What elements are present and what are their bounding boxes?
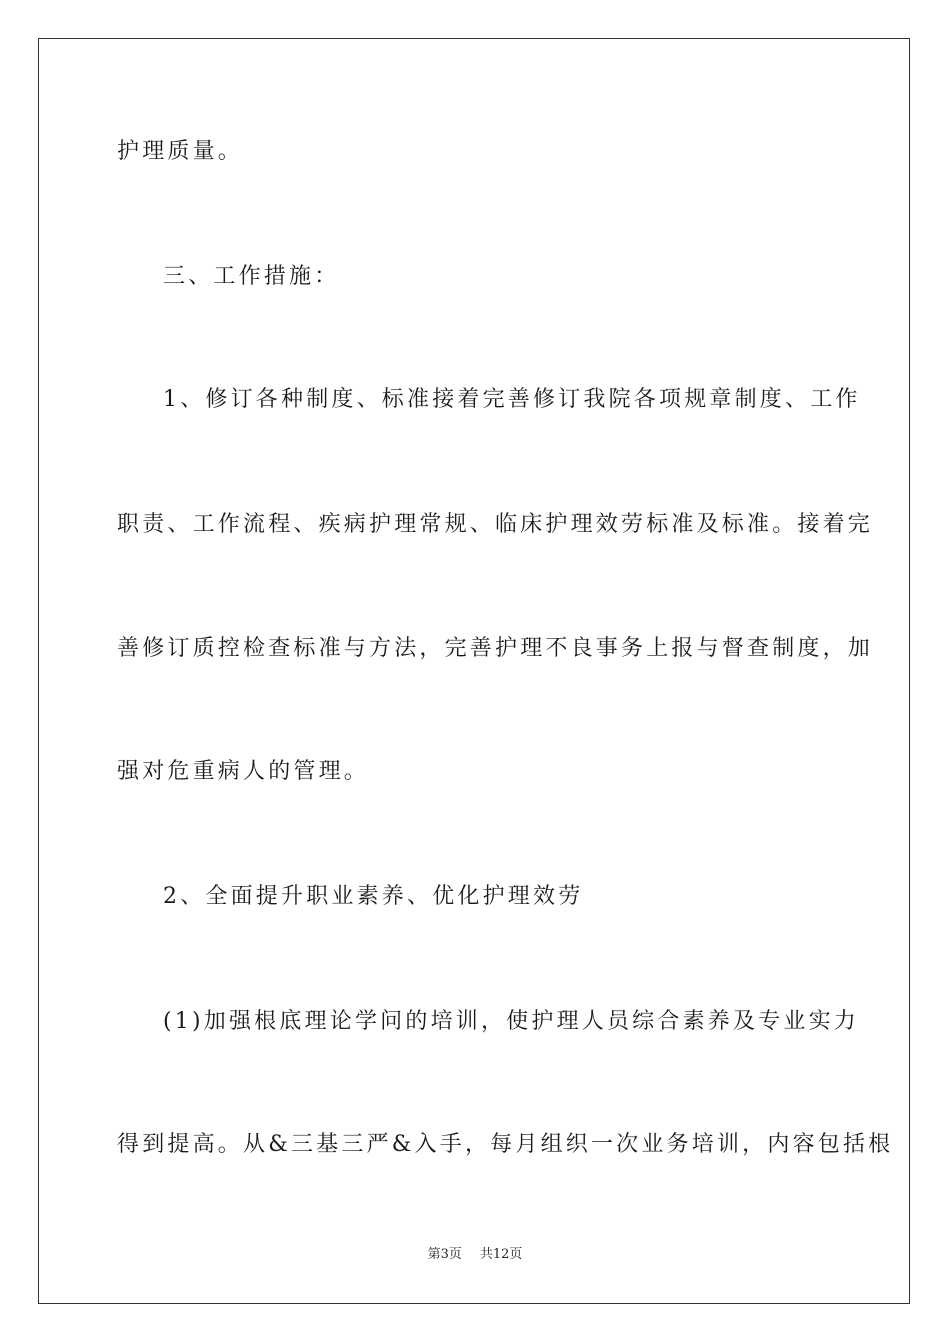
page-border — [38, 38, 910, 1304]
item-heading-2: 2、全面提升职业素养、优化护理效劳 — [163, 884, 584, 909]
paragraph-line-8: (1)加强根底理论学问的培训，使护理人员综合素养及专业实力 — [163, 1009, 859, 1034]
paragraph-line-3: 1、修订各种制度、标准接着完善修订我院各项规章制度、工作 — [163, 387, 861, 412]
paragraph-line-9: 得到提高。从&三基三严&入手，每月组织一次业务培训，内容包括根 — [117, 1132, 894, 1157]
section-heading-measures: 三、工作措施： — [163, 264, 340, 289]
paragraph-line-1: 护理质量。 — [117, 139, 244, 164]
page-number: 第3页 — [427, 1247, 462, 1262]
paragraph-line-4: 职责、工作流程、疾病护理常规、临床护理效劳标准及标准。接着完 — [117, 512, 874, 537]
page-total: 共12页 — [479, 1247, 523, 1262]
paragraph-line-6: 强对危重病人的管理。 — [117, 759, 370, 784]
paragraph-line-5: 善修订质控检查标准与方法，完善护理不良事务上报与督查制度，加 — [117, 636, 874, 661]
page-footer — [0, 1246, 950, 1264]
